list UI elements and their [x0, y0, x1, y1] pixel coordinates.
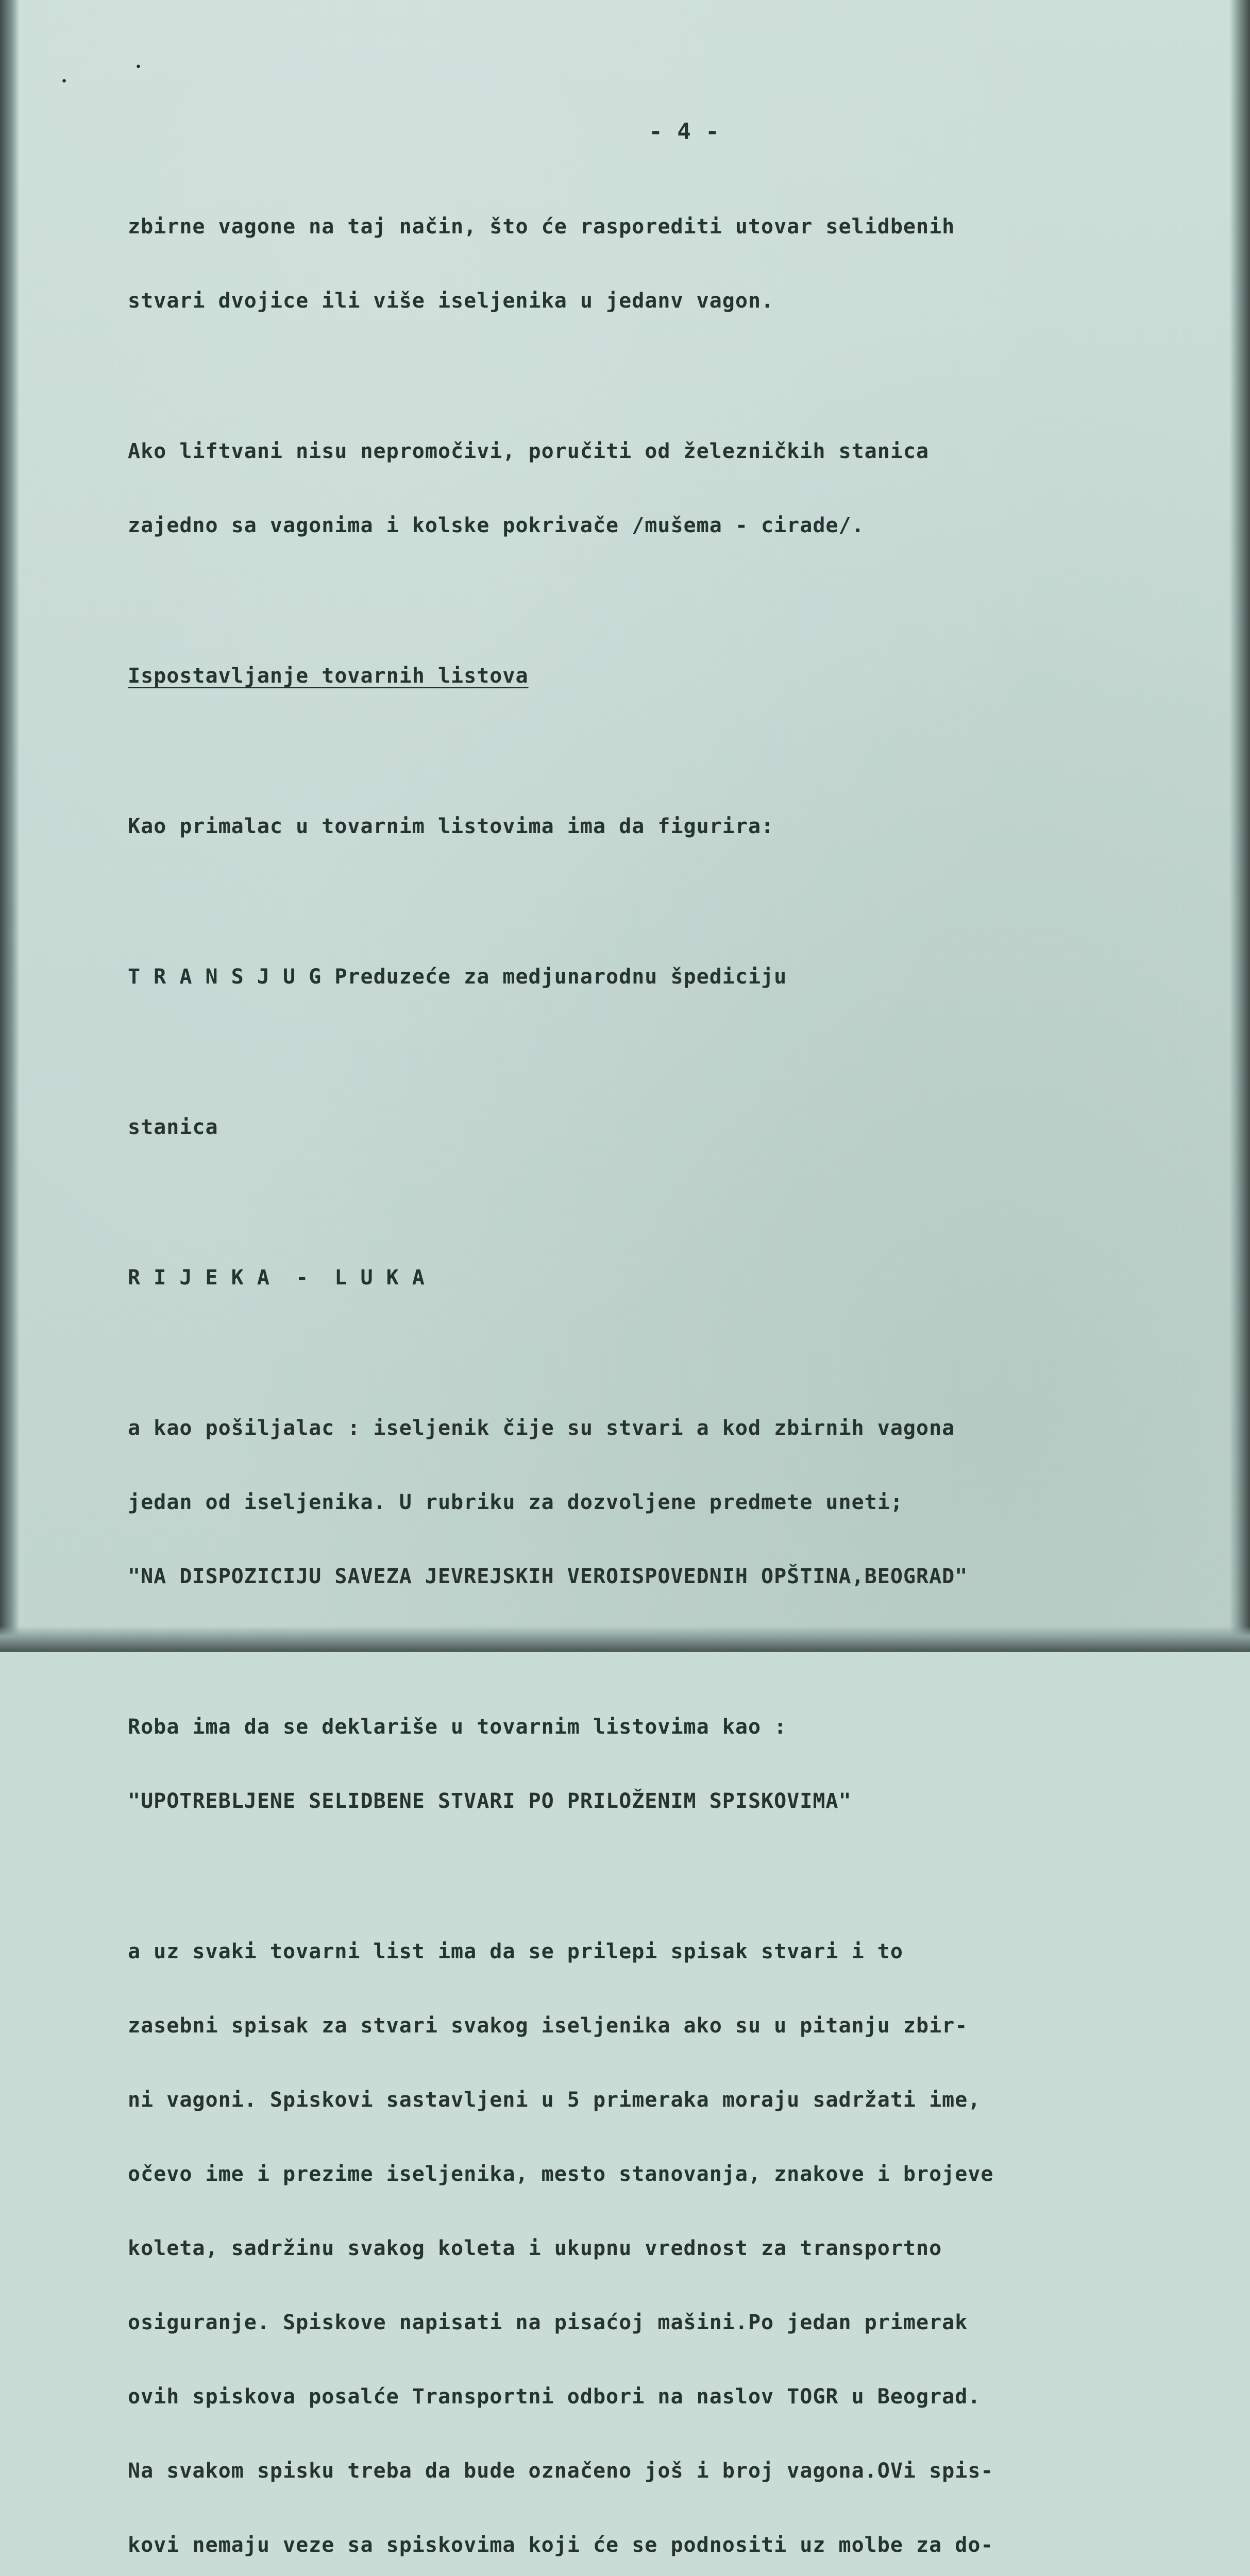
- text-line: koleta, sadržinu svakog koleta i ukupnu vrednost za transportno: [128, 2236, 942, 2260]
- page-number: - 4 -: [649, 118, 720, 145]
- section-heading-block: [128, 614, 1210, 738]
- text-line: a kao pošiljalac : iseljenik čije su stvari a kod zbirnih vagona: [128, 1416, 955, 1440]
- paragraph: [128, 765, 1210, 888]
- text-line: zbirne vagone na taj način, što će rasporediti utovar selidbenih: [128, 215, 955, 239]
- scan-edge-left: [0, 0, 20, 1652]
- text-line: očevo ime i prezime iseljenika, mesto stanovanja, znakove i brojeve: [128, 2162, 994, 2186]
- text-line: jedan od iseljenika. U rubriku za dozvoljene predmete uneti;: [128, 1490, 903, 1514]
- text-line: "NA DISPOZICIJU SAVEZA JEVREJSKIH VEROISPOVEDNIH OPŠTINA,BEOGRAD": [128, 1565, 968, 1588]
- text-line: ovih spiskova posalće Transportni odbori na naslov TOGR u Beograd.: [128, 2385, 981, 2409]
- stray-mark: •: [61, 75, 67, 88]
- paragraph: [128, 389, 1210, 587]
- recipient-description: Preduzeće za medjunarodnu špediciju: [322, 965, 787, 989]
- text-line: stanica: [128, 1115, 218, 1139]
- text-line: stvari dvojice ili više iseljenika u jedanv vagon.: [128, 289, 774, 313]
- text-line: Na svakom spisku treba da bude označeno još i broj vagona.OVi spis-: [128, 2459, 994, 2483]
- typed-text-body: [128, 120, 1210, 2576]
- text-line: Roba ima da se deklariše u tovarnim listovima kao :: [128, 1715, 787, 1739]
- section-heading: Ispostavljanje tovarnih listova: [128, 664, 529, 688]
- text-line: Kao primalac u tovarnim listovima ima da figurira:: [128, 815, 774, 838]
- paragraph: [128, 1366, 1210, 1638]
- recipient-line: [128, 915, 1210, 1039]
- paragraph: [128, 1890, 1210, 2576]
- text-line: ni vagoni. Spiskovi sastavljeni u 5 primeraka moraju sadržati ime,: [128, 2088, 981, 2112]
- paragraph: [128, 1665, 1210, 1863]
- text-line: zasebni spisak za stvari svakog iseljenika ako su u pitanju zbir-: [128, 2014, 968, 2038]
- text-line: "UPOTREBLJENE SELIDBENE STVARI PO PRILOŽENIM SPISKOVIMA": [128, 1789, 852, 1813]
- scan-edge-right: [1229, 0, 1250, 1652]
- text-line: kovi nemaju veze sa spiskovima koji će se podnositi uz molbe za do-: [128, 2533, 994, 2557]
- text-line: a uz svaki tovarni list ima da se prilepi spisak stvari i to: [128, 1940, 903, 1963]
- text-line: zajedno sa vagonima i kolske pokrivače /mušema - cirade/.: [128, 514, 865, 537]
- text-line: Ako liftvani nisu nepromočivi, poručiti od železničkih stanica: [128, 439, 930, 463]
- stray-mark: •: [135, 61, 142, 74]
- text-line: osiguranje. Spiskove napisati na pisaćoj mašini.Po jedan primerak: [128, 2311, 968, 2334]
- station-name: R I J E K A - L U K A: [128, 1266, 425, 1290]
- paragraph: [128, 165, 1210, 363]
- station-line: [128, 1216, 1210, 1340]
- paragraph: [128, 1065, 1210, 1189]
- recipient-name: T R A N S J U G: [128, 965, 322, 989]
